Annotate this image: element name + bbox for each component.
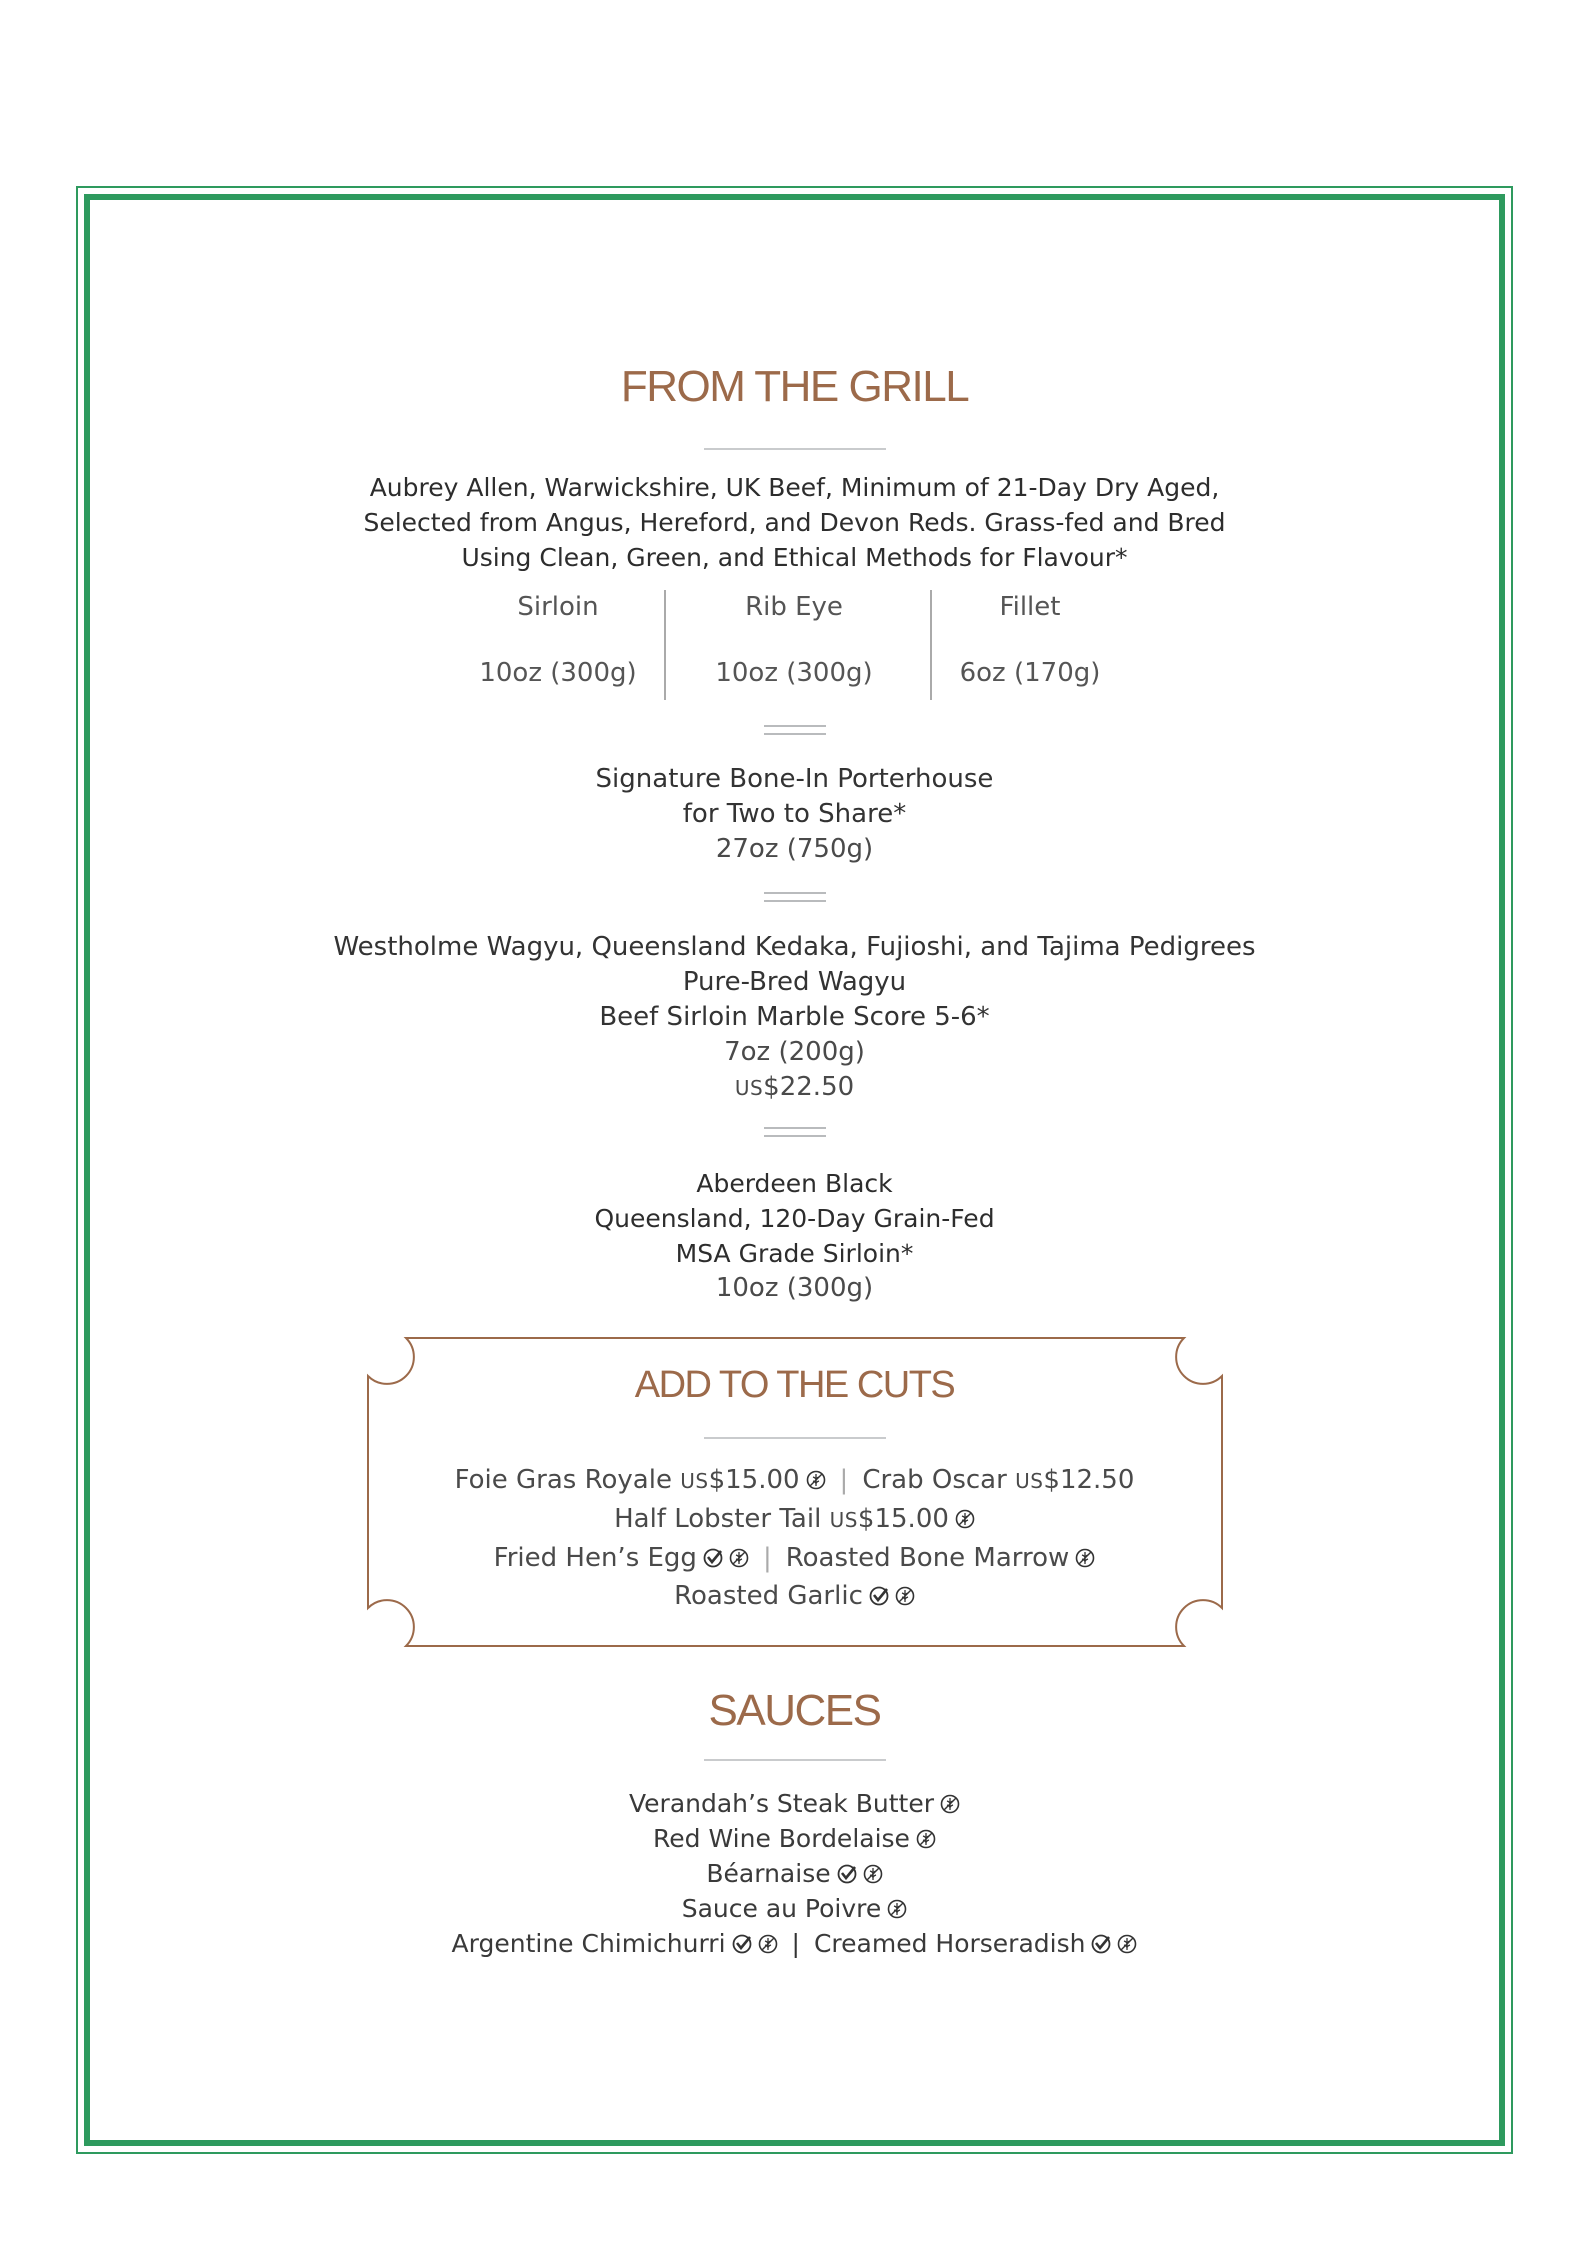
gluten-free-icon xyxy=(955,1509,975,1529)
price-value: $15.00 xyxy=(857,1504,949,1534)
double-divider xyxy=(764,1127,826,1137)
sauce-horseradish xyxy=(814,1929,1138,1958)
aberdeen-item xyxy=(0,1166,1589,1306)
currency: US xyxy=(734,1076,764,1100)
divider xyxy=(704,1437,886,1439)
gluten-free-icon xyxy=(863,1864,883,1884)
section-title-sauces: SAUCES xyxy=(708,1686,881,1735)
wagyu-weight: 7oz (200g) xyxy=(724,1037,865,1067)
cuts-table xyxy=(440,592,1150,702)
gluten-free-icon xyxy=(887,1899,907,1919)
cut-weight: 6oz (170g) xyxy=(959,658,1101,688)
separator: | xyxy=(839,1465,849,1495)
gluten-free-icon xyxy=(1075,1548,1095,1568)
gluten-free-icon xyxy=(1117,1934,1137,1954)
gluten-free-icon xyxy=(940,1794,960,1814)
aberdeen-origin: Queensland, 120-Day Grain-Fed xyxy=(594,1204,995,1233)
porterhouse-item xyxy=(0,762,1589,867)
section-title-addons: ADD TO THE CUTS xyxy=(634,1364,955,1406)
wagyu-pedigree: Westholme Wagyu, Queensland Kedaka, Fujioshi, and Tajima Pedigrees xyxy=(333,932,1256,962)
gluten-free-icon xyxy=(895,1586,915,1606)
double-divider xyxy=(764,892,826,902)
addon-crab-oscar xyxy=(862,1465,1134,1495)
currency: US xyxy=(829,1508,858,1532)
currency: US xyxy=(680,1469,709,1493)
gluten-free-icon xyxy=(758,1934,778,1954)
wagyu-cut: Beef Sirloin Marble Score 5-6* xyxy=(599,1002,990,1032)
addons-row xyxy=(0,1500,1589,1539)
cut-weight: 10oz (300g) xyxy=(715,658,873,688)
separator: | xyxy=(791,1929,800,1958)
addon-name: Roasted Garlic xyxy=(674,1581,863,1611)
addon-egg xyxy=(494,1543,749,1573)
sauce-bordelaise xyxy=(0,1821,1589,1856)
sauce-chimichurri xyxy=(452,1929,778,1958)
separator: | xyxy=(762,1543,772,1573)
aberdeen-weight: 10oz (300g) xyxy=(715,1273,874,1303)
addons-row xyxy=(0,1539,1589,1577)
sauce-name: Creamed Horseradish xyxy=(813,1929,1086,1958)
vegetarian-icon xyxy=(703,1548,723,1568)
addons-list xyxy=(0,1461,1589,1615)
sauce-name: Argentine Chimichurri xyxy=(451,1929,726,1958)
divider xyxy=(704,1759,886,1761)
vegetarian-icon xyxy=(869,1586,889,1606)
aberdeen-cut: MSA Grade Sirloin* xyxy=(675,1239,914,1268)
price-value: $15.00 xyxy=(708,1465,800,1495)
grill-intro-line: Selected from Angus, Hereford, and Devon Reds. Grass-fed and Bred xyxy=(363,508,1226,537)
addons-row xyxy=(0,1577,1589,1615)
addon-name: Fried Hen’s Egg xyxy=(493,1543,697,1573)
addon-foie-gras xyxy=(455,1465,826,1495)
cut-name: Sirloin xyxy=(517,592,599,622)
vegetarian-icon xyxy=(732,1934,752,1954)
porterhouse-weight: 27oz (750g) xyxy=(715,834,874,864)
column-divider xyxy=(930,590,932,700)
vegetarian-icon xyxy=(837,1864,857,1884)
addon-bone-marrow xyxy=(786,1543,1096,1573)
addon-name: Half Lobster Tail xyxy=(614,1504,822,1534)
price-value: $22.50 xyxy=(763,1072,855,1102)
addon-name: Crab Oscar xyxy=(862,1465,1007,1495)
porterhouse-name: Signature Bone-In Porterhouse xyxy=(595,764,994,794)
gluten-free-icon xyxy=(916,1829,936,1849)
addon-name: Roasted Bone Marrow xyxy=(785,1543,1070,1573)
vegetarian-icon xyxy=(1091,1934,1111,1954)
sauce-steak-butter xyxy=(0,1786,1589,1821)
addon-name: Foie Gras Royale xyxy=(454,1465,672,1495)
cut-name: Fillet xyxy=(999,592,1061,622)
aberdeen-name: Aberdeen Black xyxy=(696,1169,893,1198)
sauce-bearnaise xyxy=(0,1856,1589,1891)
gluten-free-icon xyxy=(806,1470,826,1490)
addons-row xyxy=(0,1461,1589,1500)
sauces-row xyxy=(0,1926,1589,1961)
sauce-name: Red Wine Bordelaise xyxy=(653,1824,910,1853)
column-divider xyxy=(664,590,666,700)
wagyu-breed: Pure-Bred Wagyu xyxy=(682,967,907,997)
section-title-grill: FROM THE GRILL xyxy=(620,362,969,411)
price-value: $12.50 xyxy=(1043,1465,1135,1495)
cut-name: Rib Eye xyxy=(745,592,843,622)
addon-garlic xyxy=(674,1581,915,1611)
wagyu-item xyxy=(0,930,1589,1106)
grill-intro xyxy=(0,470,1589,575)
grill-intro-line: Using Clean, Green, and Ethical Methods for Flavour* xyxy=(461,543,1128,572)
addon-lobster xyxy=(614,1504,975,1534)
wagyu-price xyxy=(0,1070,1589,1106)
sauce-name: Verandah’s Steak Butter xyxy=(629,1789,934,1818)
sauce-name: Sauce au Poivre xyxy=(681,1894,882,1923)
sauce-name: Béarnaise xyxy=(706,1859,831,1888)
cut-weight: 10oz (300g) xyxy=(479,658,637,688)
double-divider xyxy=(764,725,826,735)
porterhouse-subtitle: for Two to Share* xyxy=(682,799,907,829)
currency: US xyxy=(1015,1469,1044,1493)
sauces-list xyxy=(0,1786,1589,1961)
grill-intro-line: Aubrey Allen, Warwickshire, UK Beef, Minimum of 21-Day Dry Aged, xyxy=(369,473,1220,502)
divider xyxy=(704,448,886,450)
gluten-free-icon xyxy=(729,1548,749,1568)
sauce-poivre xyxy=(0,1891,1589,1926)
